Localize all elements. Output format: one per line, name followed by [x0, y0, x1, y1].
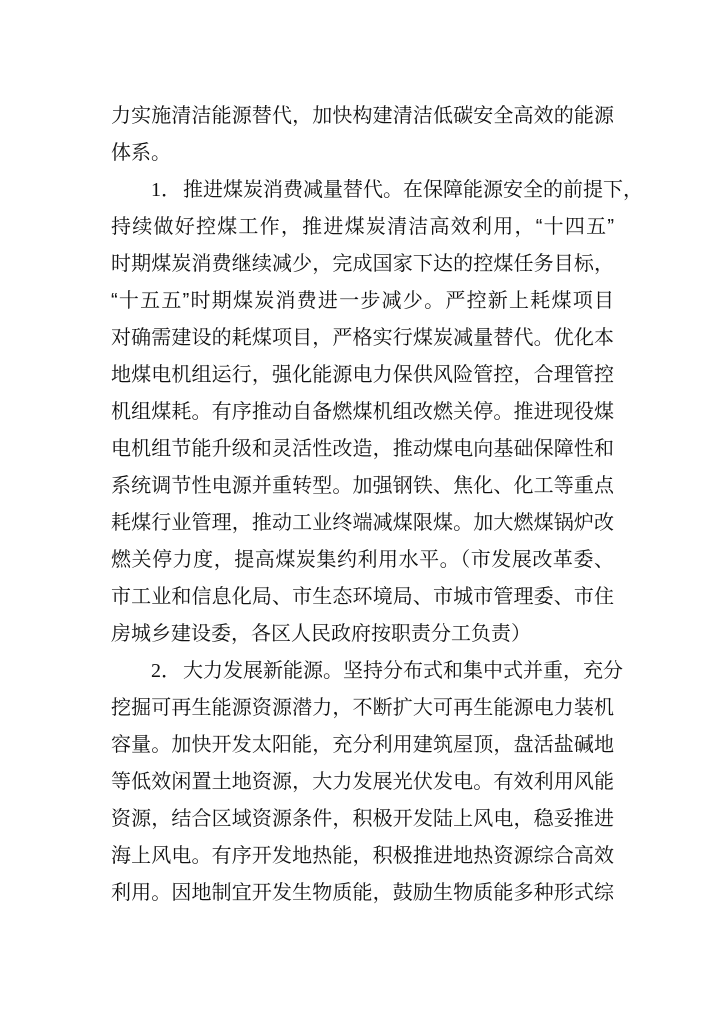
text-line: 利用。因地制宜开发生物质能，鼓励生物质能多种形式综: [111, 882, 614, 904]
text-line: 市工业和信息化局、市生态环境局、市城市管理委、市住: [111, 586, 614, 608]
paragraph-continuation: [111, 98, 614, 172]
text-line: 地煤电机组运行，强化能源电力保供风险管控，合理管控: [111, 364, 614, 386]
text-line: 燃关停力度，提高煤炭集约利用水平。（市发展改革委、: [111, 549, 614, 571]
text-line: 对确需建设的耗煤项目，严格实行煤炭减量替代。优化本: [111, 327, 614, 349]
text-line: 大力发展新能源。坚持分布式和集中式并重，充分: [183, 660, 623, 682]
text-line: “十五五”时期煤炭消费进一步减少。严控新上耗煤项目: [111, 290, 614, 312]
text-line: 持续做好控煤工作，推进煤炭清洁高效利用，“十四五”: [111, 216, 614, 238]
text-line: 等低效闲置土地资源，大力发展光伏发电。有效利用风能: [111, 771, 614, 793]
text-line: 机组煤耗。有序推动自备燃煤机组改燃关停。推进现役煤: [111, 401, 614, 423]
paragraph-heading-line: [111, 172, 643, 209]
text-line: 电机组节能升级和灵活性改造，推动煤电向基础保障性和: [111, 438, 614, 460]
text-line: 资源，结合区域资源条件，积极开发陆上风电，稳妥推进: [111, 808, 614, 830]
text-line: 容量。加快开发太阳能，充分利用建筑屋顶，盘活盐碱地: [111, 734, 614, 756]
text-line: 房城乡建设委，各区人民政府按职责分工负责）: [111, 623, 531, 645]
paragraph-coal-reduction: [111, 172, 643, 653]
text-line: 时期煤炭消费继续减少，完成国家下达的控煤任务目标，: [111, 253, 614, 275]
text-line: 系统调节性电源并重转型。加强钢铁、焦化、化工等重点: [111, 475, 614, 497]
paragraph-heading-line: [111, 653, 623, 690]
text-line: 推进煤炭消费减量替代。在保障能源安全的前提下，: [183, 179, 643, 201]
document-body: [111, 98, 643, 912]
paragraph-number: 1．: [151, 179, 181, 201]
text-line: 耗煤行业管理，推动工业终端减煤限煤。加大燃煤锅炉改: [111, 512, 614, 534]
text-line: 海上风电。有序开发地热能，积极推进地热资源综合高效: [111, 845, 614, 867]
text-line: 挖掘可再生能源资源潜力，不断扩大可再生能源电力装机: [111, 697, 614, 719]
text-line: 力实施清洁能源替代，加快构建清洁低碳安全高效的能源: [111, 105, 614, 127]
paragraph-number: 2．: [151, 660, 181, 682]
text-line: 体系。: [111, 142, 171, 164]
paragraph-new-energy: [111, 653, 623, 912]
